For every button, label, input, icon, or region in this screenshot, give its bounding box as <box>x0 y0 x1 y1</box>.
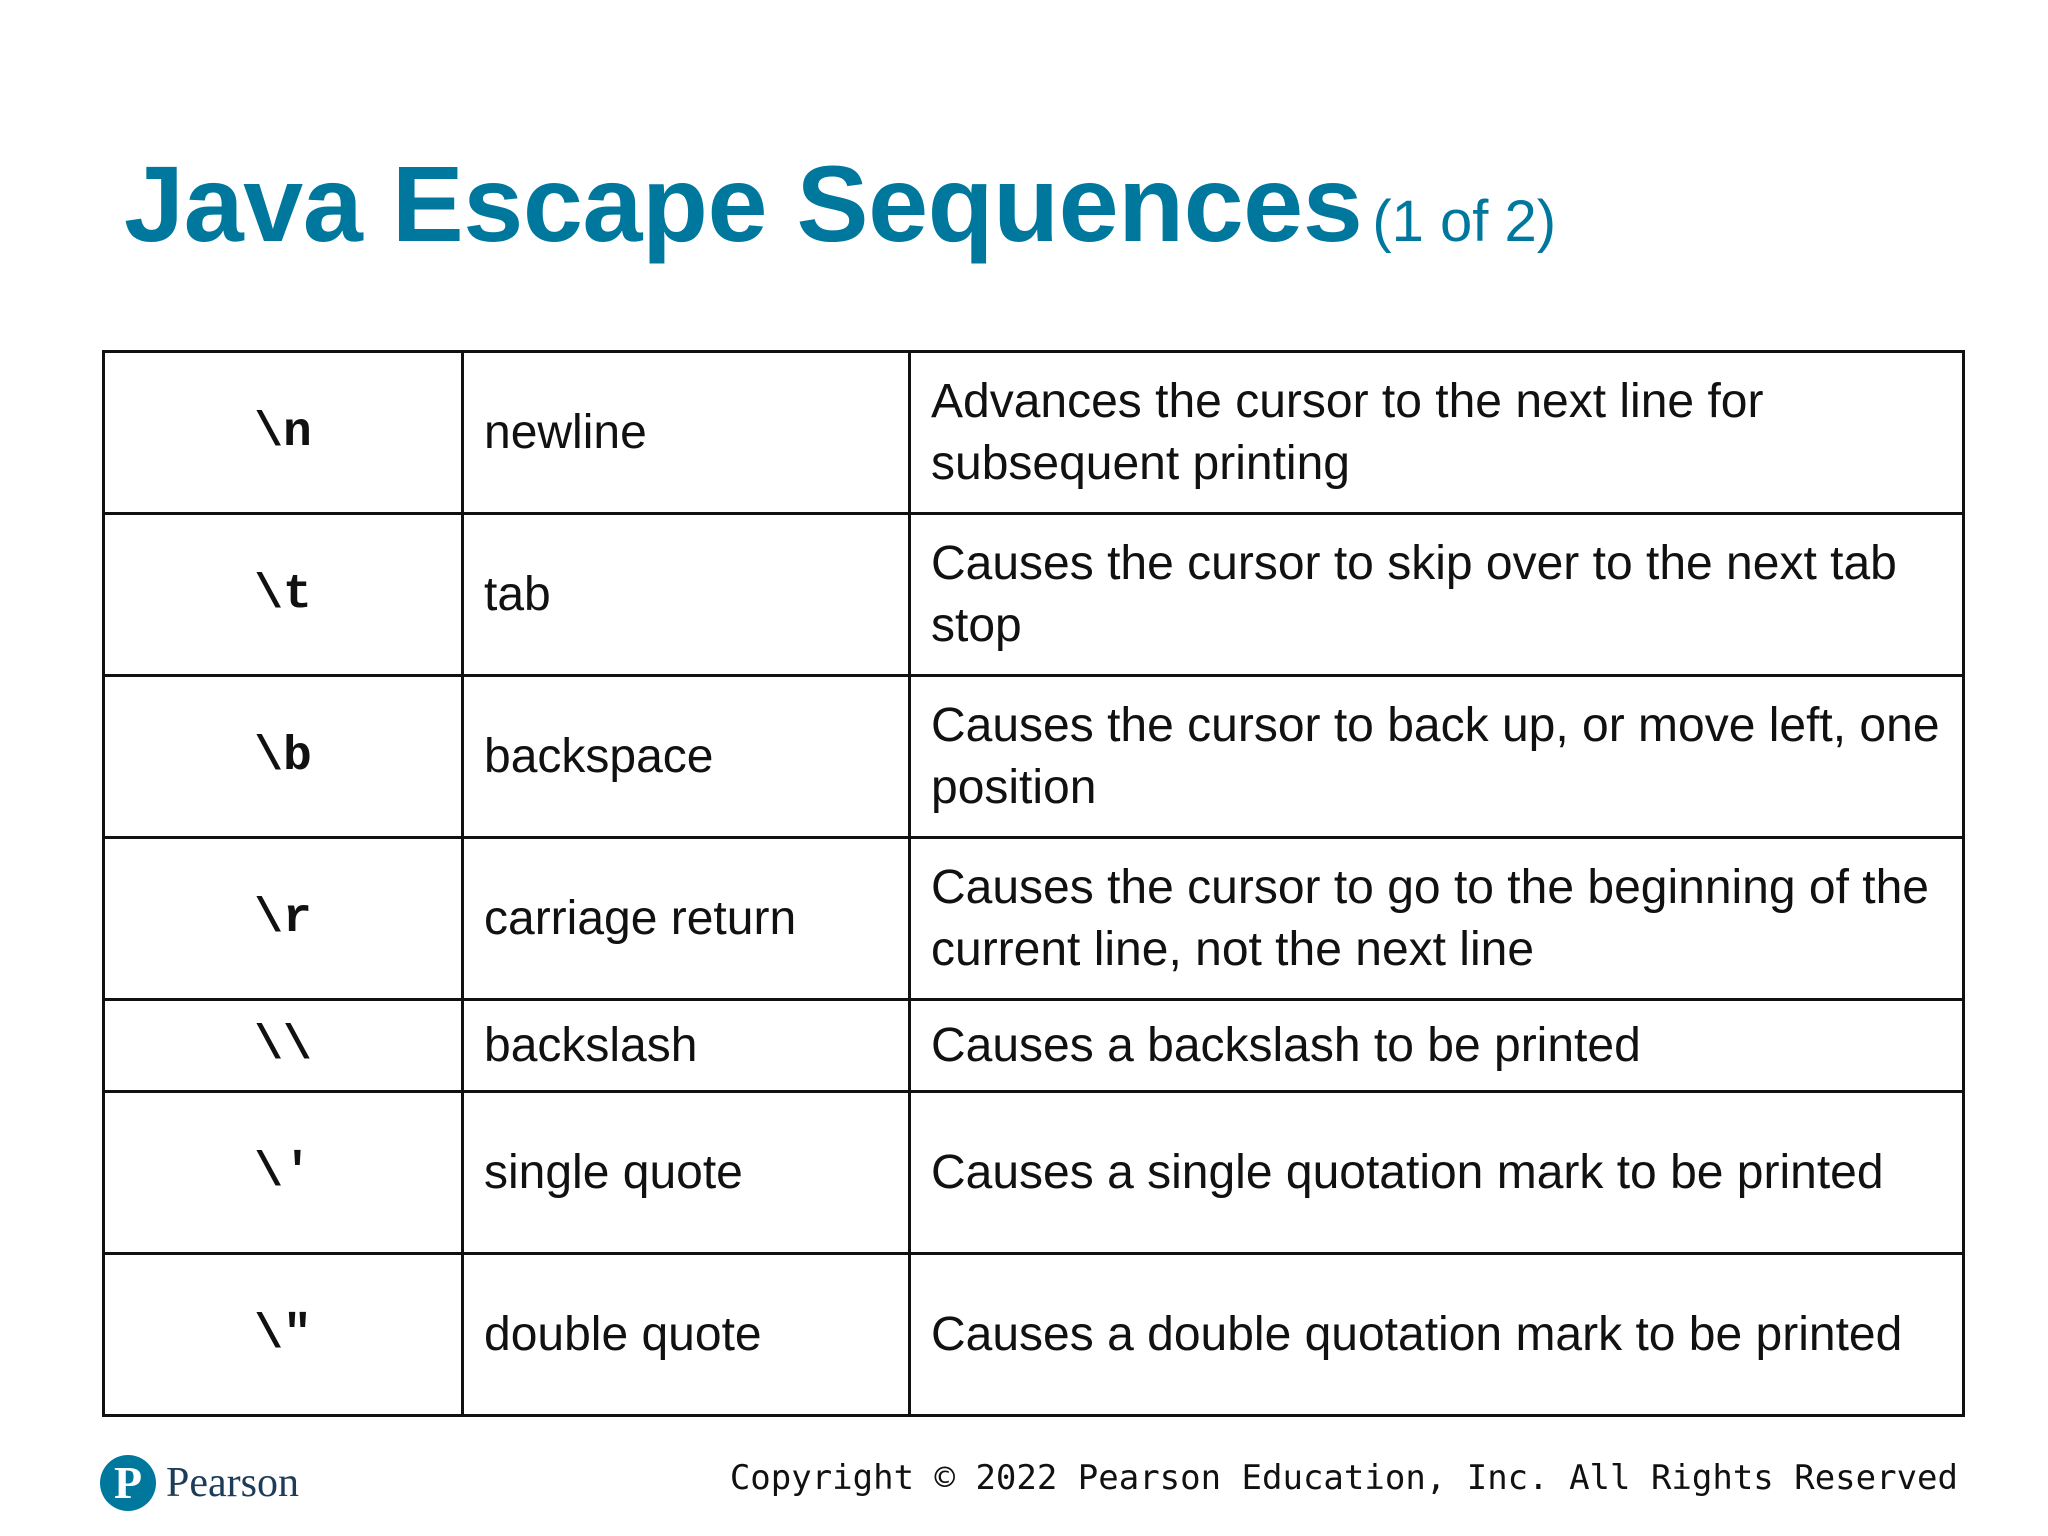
description-cell: Causes the cursor to back up, or move left, one position <box>910 676 1964 838</box>
title-main: Java Escape Sequences <box>124 143 1363 264</box>
table-row <box>104 1254 1964 1416</box>
slide-title <box>124 143 1557 264</box>
sequence-cell: \″ <box>104 1254 463 1416</box>
escape-sequence-table <box>102 350 1965 1417</box>
name-cell: carriage return <box>463 838 910 1000</box>
sequence-cell: \b <box>104 676 463 838</box>
description-cell: Causes a double quotation mark to be printed <box>910 1254 1964 1416</box>
table-row <box>104 676 1964 838</box>
description-cell: Causes the cursor to go to the beginning of the current line, not the next line <box>910 838 1964 1000</box>
sequence-cell: \t <box>104 514 463 676</box>
table-row <box>104 1000 1964 1092</box>
sequence-cell: \r <box>104 838 463 1000</box>
table-row <box>104 352 1964 514</box>
pearson-logo-icon: P <box>100 1455 156 1511</box>
sequence-cell: \′ <box>104 1092 463 1254</box>
name-cell: newline <box>463 352 910 514</box>
copyright-notice: Copyright © 2022 Pearson Education, Inc. All Rights Reserved <box>729 1458 1958 1498</box>
description-cell: Causes the cursor to skip over to the next tab stop <box>910 514 1964 676</box>
description-cell: Advances the cursor to the next line for subsequent printing <box>910 352 1964 514</box>
sequence-cell: \n <box>104 352 463 514</box>
name-cell: double quote <box>463 1254 910 1416</box>
name-cell: single quote <box>463 1092 910 1254</box>
table-row <box>104 1092 1964 1254</box>
name-cell: backslash <box>463 1000 910 1092</box>
table-row <box>104 838 1964 1000</box>
name-cell: backspace <box>463 676 910 838</box>
name-cell: tab <box>463 514 910 676</box>
pearson-logo <box>100 1455 299 1511</box>
sequence-cell: \\ <box>104 1000 463 1092</box>
description-cell: Causes a single quotation mark to be printed <box>910 1092 1964 1254</box>
title-subtitle: (1 of 2) <box>1372 189 1557 254</box>
pearson-logo-text: Pearson <box>166 1460 299 1506</box>
table-row <box>104 514 1964 676</box>
description-cell: Causes a backslash to be printed <box>910 1000 1964 1092</box>
